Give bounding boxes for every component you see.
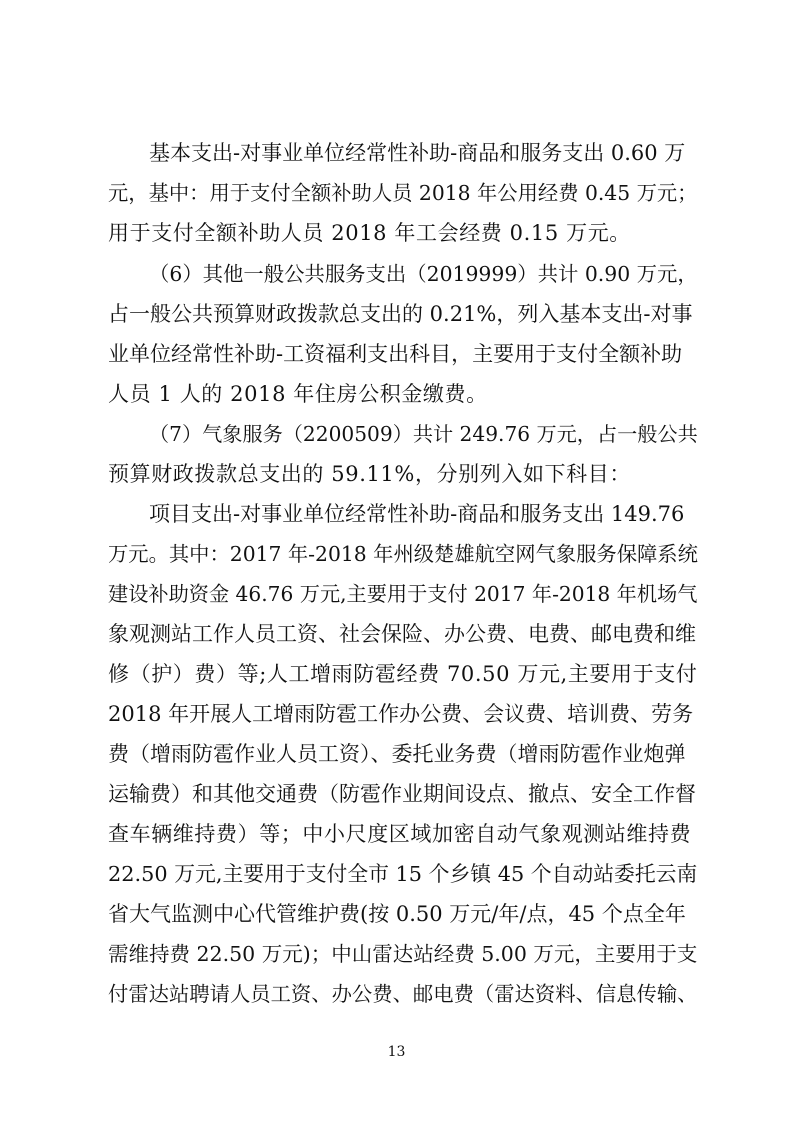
text-line: 付雷达站聘请人员工资、办公费、邮电费（雷达资料、信息传输、 — [108, 982, 698, 1006]
text-line: 人员 1 人的 2018 年住房公积金缴费。 — [108, 382, 488, 406]
text-line: 业单位经常性补助-工资福利支出科目，主要用于支付全额补助 — [108, 342, 683, 366]
text-line: 22.50 万元,主要用于支付全市 15 个乡镇 45 个自动站委托云南 — [108, 862, 698, 886]
text-line: 查车辆维持费）等；中小尺度区域加密自动气象观测站维持费 — [108, 822, 692, 846]
text-line: 用于支付全额补助人员 2018 年工会经费 0.15 万元。 — [108, 221, 631, 245]
text-line: 基本支出-对事业单位经常性补助-商品和服务支出 0.60 万 — [149, 141, 686, 165]
text-line: 需维持费 22.50 万元)；中山雷达站经费 5.00 万元，主要用于支 — [108, 942, 698, 966]
text-line: 建设补助资金 46.76 万元,主要用于支付 2017 年-2018 年机场气 — [108, 582, 698, 606]
text-line: 修（护）费）等;人工增雨防雹经费 70.50 万元,主要用于支付 — [108, 662, 698, 686]
text-line: 费（增雨防雹作业人员工资）、委托业务费（增雨防雹作业炮弹 — [108, 742, 686, 766]
text-line: 省大气监测中心代管维护费(按 0.50 万元/年/点，45 个点全年 — [108, 902, 686, 926]
text-line: 项目支出-对事业单位经常性补助-商品和服务支出 149.76 — [149, 502, 685, 526]
text-line: （7）气象服务（2200509）共计 249.76 万元，占一般公共 — [149, 422, 698, 446]
text-line: 占一般公共预算财政拨款总支出的 0.21%，列入基本支出-对事 — [108, 302, 693, 326]
text-line: （6）其他一般公共服务支出（2019999）共计 0.90 万元， — [149, 262, 698, 286]
text-line: 2018 年开展人工增雨防雹工作办公费、会议费、培训费、劳务 — [108, 702, 694, 726]
page-number: 13 — [387, 1044, 406, 1060]
text-line: 运输费）和其他交通费（防雹作业期间设点、撤点、安全工作督 — [108, 782, 696, 806]
text-line: 元，基中：用于支付全额补助人员 2018 年公用经费 0.45 万元； — [108, 181, 698, 205]
text-line: 象观测站工作人员工资、社会保险、办公费、电费、邮电费和维 — [108, 622, 696, 646]
text-line: 万元。其中：2017 年-2018 年州级楚雄航空网气象服务保障系统 — [108, 542, 698, 566]
text-line: 预算财政拨款总支出的 59.11%，分别列入如下科目： — [108, 462, 631, 486]
